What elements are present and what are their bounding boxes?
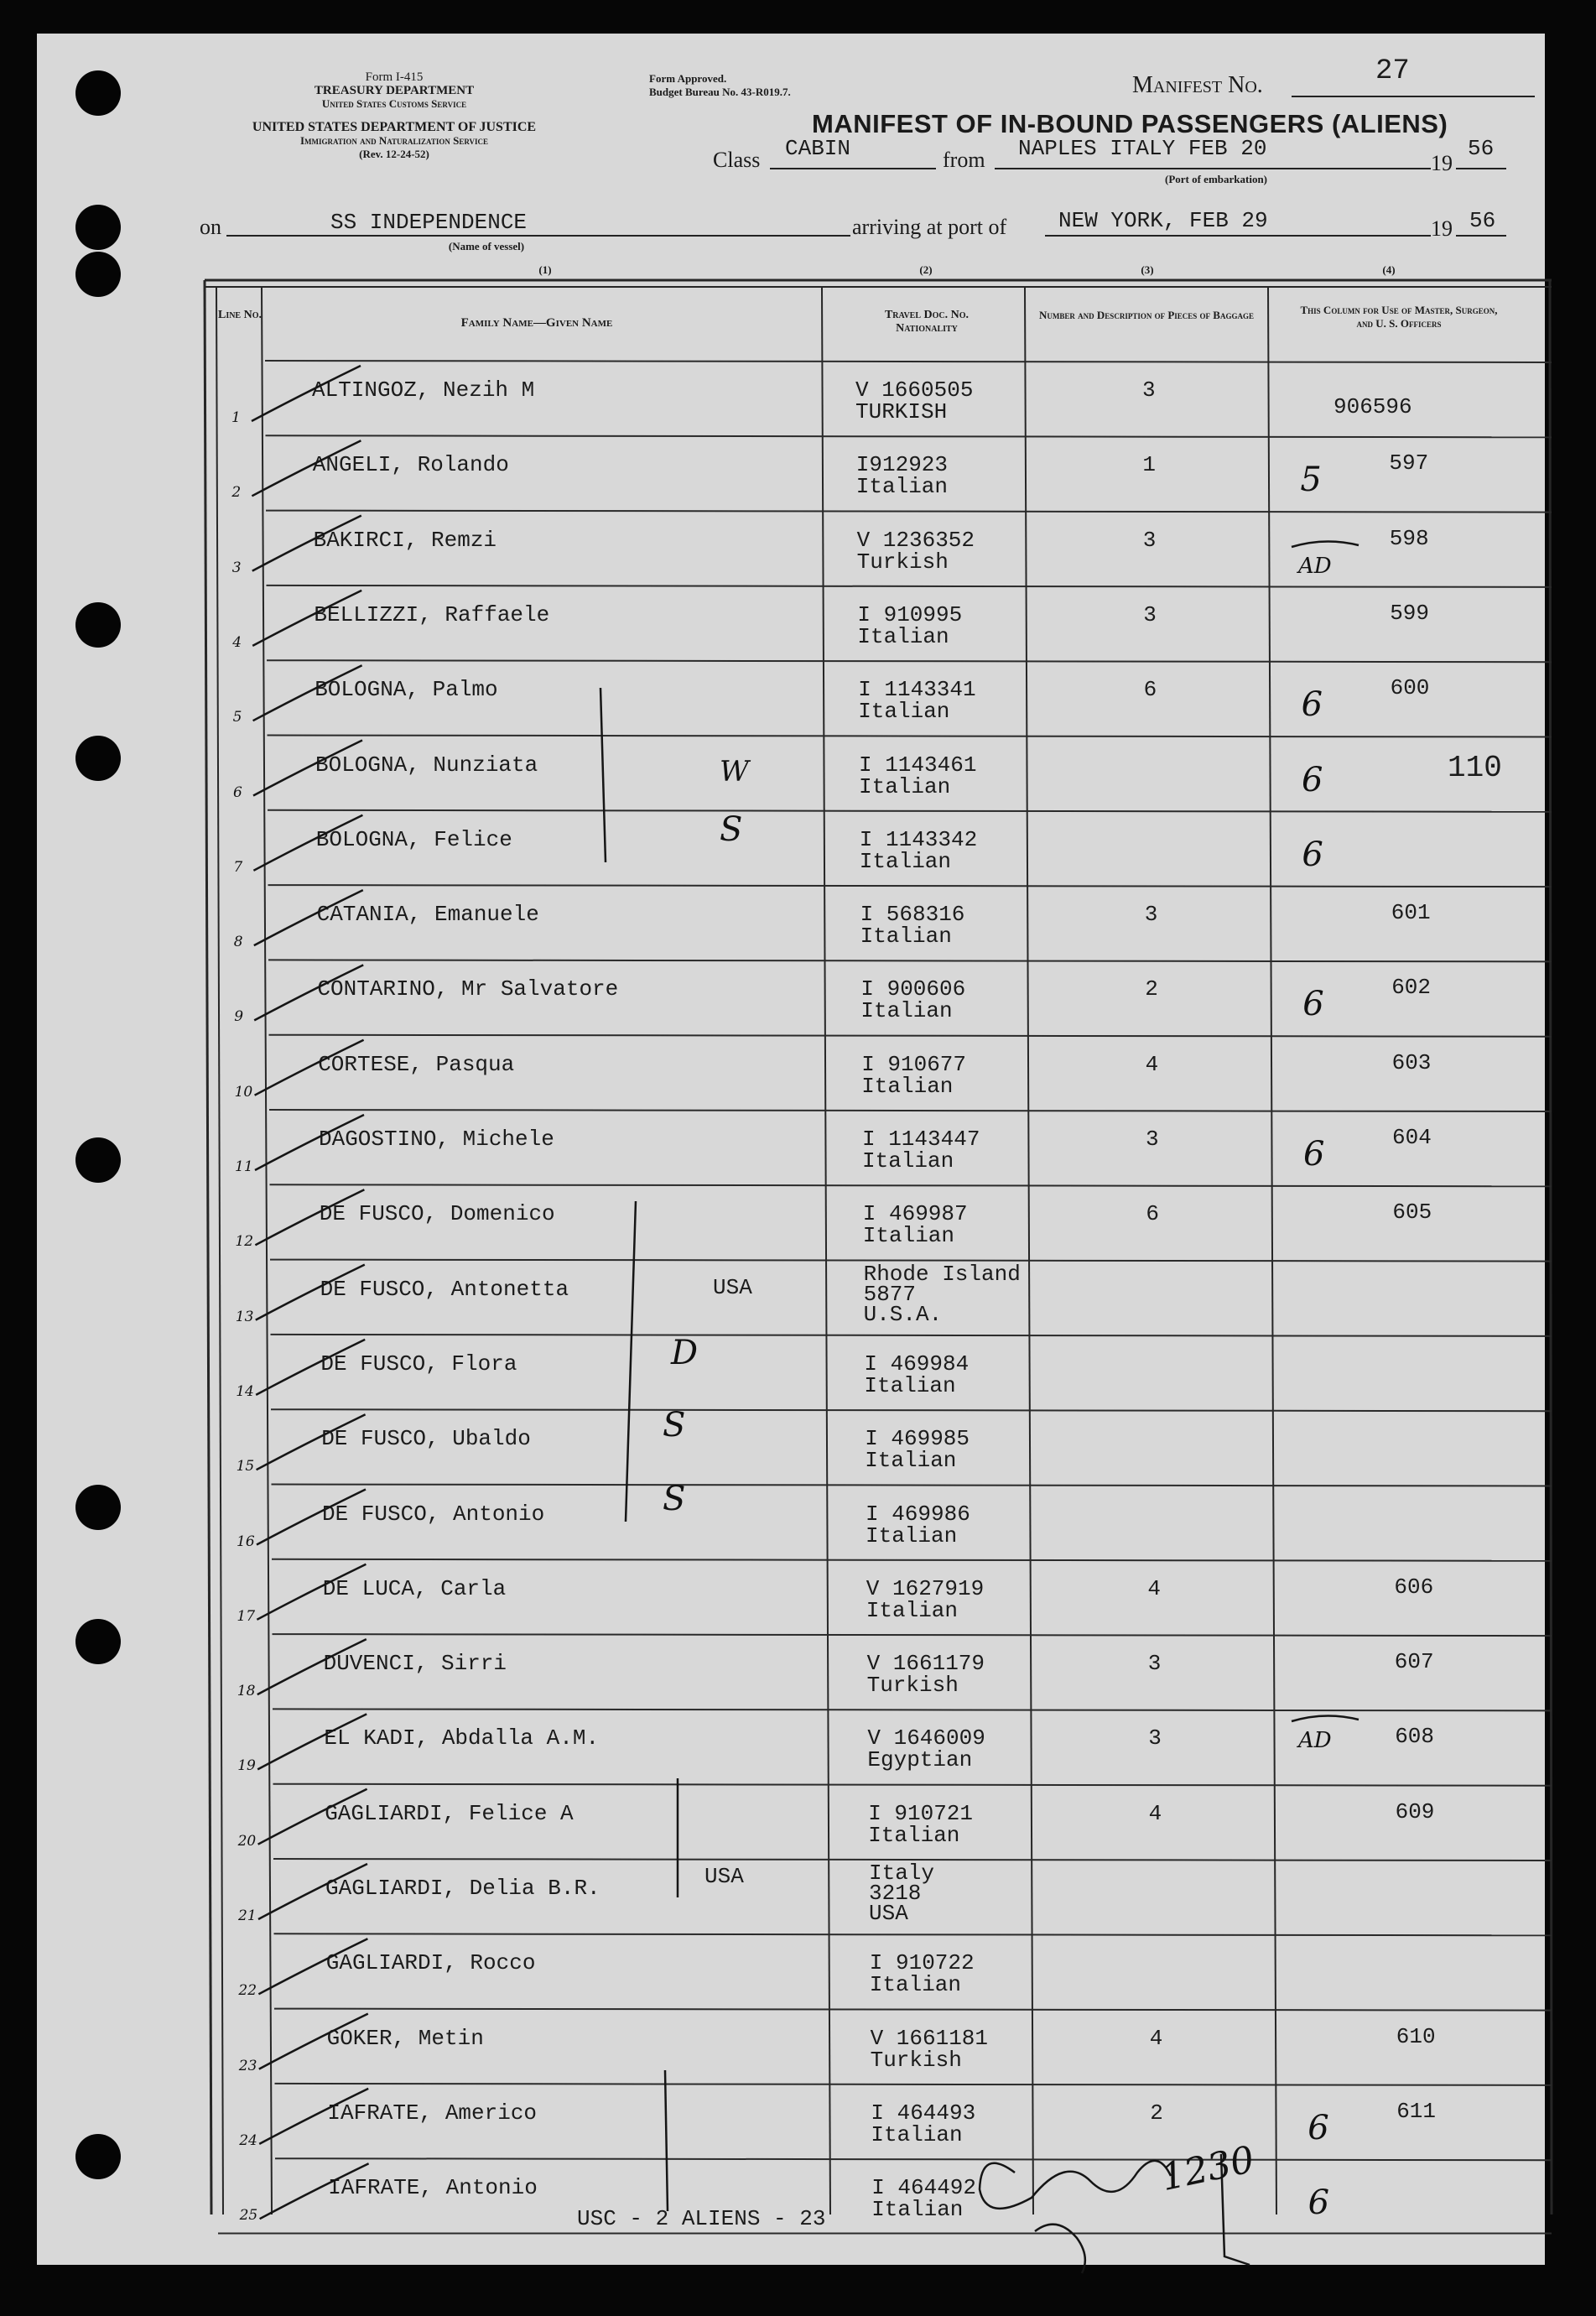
check-mark	[258, 1939, 367, 1994]
year-prefix: 19	[1431, 151, 1453, 175]
manifest-number: 27	[1375, 55, 1410, 87]
line-number: 25	[239, 2207, 258, 2225]
annotation-usa: USA	[713, 1275, 752, 1300]
check-mark	[252, 440, 361, 496]
year2-value: 56	[1469, 208, 1496, 233]
passenger-name: DUVENCI, Sirri	[323, 1651, 507, 1677]
annotation-usa: USA	[704, 1864, 744, 1889]
passenger-name: BOLOGNA, Nunziata	[315, 752, 538, 778]
baggage-count: 1	[1142, 452, 1156, 478]
nationality: Italian	[871, 2121, 963, 2147]
travel-doc-number: Rhode Island	[863, 1261, 1021, 1287]
travel-doc-number: V 1646009	[867, 1725, 985, 1751]
officer-mark: 6	[1307, 2108, 1329, 2147]
arrival-port-date: NEW YORK, FEB 29	[1058, 208, 1268, 233]
baggage-count: 3	[1146, 1127, 1159, 1152]
nationality: 5877	[863, 1281, 917, 1307]
nationality: Italian	[866, 1597, 959, 1623]
travel-doc-number: V 1236352	[856, 527, 975, 553]
line-number: 11	[235, 1158, 253, 1175]
officer-number: 601	[1391, 900, 1431, 926]
check-mark	[260, 2163, 369, 2219]
officer-mark: 5	[1300, 461, 1322, 500]
travel-doc-number: I 1143341	[858, 677, 976, 703]
baggage-count: 3	[1147, 1651, 1162, 1677]
passenger-name: BOLOGNA, Palmo	[315, 677, 498, 703]
travel-doc-number: I 469985	[865, 1426, 970, 1452]
passenger-name: BELLIZZI, Raffaele	[314, 601, 550, 627]
check-mark	[257, 1714, 367, 1769]
nationality: Italian	[866, 1522, 958, 1548]
check-mark	[257, 1639, 367, 1694]
nationality: Egyptian	[867, 1747, 973, 1773]
strike-row3	[1292, 541, 1359, 547]
baggage-count: 2	[1145, 976, 1158, 1002]
nationality: Italian	[858, 699, 950, 725]
baggage-count: 3	[1143, 601, 1157, 627]
nationality: Italian	[865, 1448, 957, 1474]
nationality-line2: U.S.A.	[863, 1301, 943, 1327]
from-value: NAPLES ITALY FEB 20	[1018, 136, 1267, 161]
officer-mark: 6	[1302, 985, 1324, 1024]
officer-mark: 6	[1303, 1135, 1325, 1174]
check-mark	[257, 1490, 366, 1545]
officer-number: 600	[1390, 675, 1430, 701]
annotation-s: S	[720, 810, 743, 849]
travel-doc-number: I912923	[855, 452, 949, 478]
baggage-count: 4	[1145, 1051, 1159, 1077]
travel-doc-number: I 910995	[857, 601, 963, 627]
crossed-annotation: AD	[1298, 1728, 1332, 1753]
officer-number: 607	[1394, 1649, 1434, 1675]
footer-count: USC - 2 ALIENS - 23	[577, 2206, 826, 2231]
department-of-justice: UNITED STATES DEPARTMENT OF JUSTICE	[252, 120, 537, 134]
line-number: 20	[237, 1832, 257, 1850]
nationality: Italian	[861, 1073, 954, 1099]
passenger-name: IAFRATE, Americo	[327, 2100, 538, 2126]
bracket-defusco	[626, 1201, 636, 1522]
officer-number: 599	[1390, 600, 1429, 626]
passenger-name: GAGLIARDI, Rocco	[325, 1950, 536, 1976]
nationality: TURKISH	[855, 399, 948, 424]
travel-doc-number: I 469984	[864, 1351, 970, 1377]
line-number: 7	[233, 858, 243, 876]
annotation-s: S	[663, 1480, 686, 1518]
officer-number: 608	[1395, 1724, 1434, 1750]
check-mark	[254, 965, 363, 1020]
baggage-count: 3	[1148, 1725, 1162, 1751]
year-value: 56	[1468, 136, 1495, 161]
check-mark	[259, 2089, 368, 2144]
annotation-d: D	[671, 1334, 699, 1372]
travel-doc-number: I 464492	[871, 2175, 977, 2201]
nationality: Italian	[855, 474, 949, 500]
revision-date: (Rev. 12-24-52)	[359, 148, 429, 160]
line-number: 2	[231, 484, 242, 502]
travel-doc-number: I 1143461	[859, 752, 977, 778]
passenger-name: CATANIA, Emanuele	[316, 902, 539, 928]
officer-mark: 6	[1302, 835, 1323, 874]
passenger-name: BAKIRCI, Remzi	[313, 527, 497, 553]
line-number: 18	[237, 1683, 256, 1700]
officer-mark: 6	[1301, 685, 1323, 725]
passenger-name: BOLOGNA, Felice	[315, 826, 512, 852]
vessel-caption: (Name of vessel)	[448, 240, 525, 252]
passenger-name: IAFRATE, Antonio	[328, 2175, 538, 2201]
check-mark	[256, 1265, 365, 1320]
check-mark	[252, 516, 361, 571]
officer-number: 598	[1389, 525, 1429, 551]
baggage-count: 6	[1143, 677, 1157, 703]
column-number-3: (3)	[1141, 263, 1154, 276]
travel-doc-number: V 1627919	[866, 1575, 985, 1601]
nationality: Italian	[857, 623, 949, 649]
baggage-count: 3	[1142, 527, 1157, 553]
arriving-label: arriving at port of	[852, 215, 1007, 239]
bracket-bologna	[600, 688, 606, 862]
passenger-name: DE FUSCO, Domenico	[319, 1201, 555, 1227]
officer-number: 110	[1448, 750, 1502, 785]
handwritten-number: 1230	[1157, 2137, 1259, 2200]
travel-doc-number: I 464493	[871, 2100, 976, 2126]
budget-bureau: Budget Bureau No. 43-R019.7.	[649, 86, 791, 98]
check-mark	[258, 1864, 367, 1919]
year2-prefix: 19	[1431, 216, 1453, 241]
column-number-4: (4)	[1382, 263, 1396, 276]
nationality: Italian	[864, 1372, 956, 1398]
column-header-name: Family Name—Given Name	[460, 316, 613, 330]
check-mark	[257, 1564, 366, 1620]
travel-doc-number: I 900606	[860, 976, 966, 1002]
check-mark	[253, 665, 362, 721]
annotation-w: W	[720, 755, 749, 788]
signature-stroke	[1035, 2225, 1085, 2273]
travel-doc-number: Italy	[869, 1861, 935, 1886]
check-mark	[257, 1414, 366, 1470]
vessel-name: SS INDEPENDENCE	[330, 210, 528, 235]
line-number: 15	[236, 1458, 255, 1475]
baggage-count: 4	[1149, 2025, 1163, 2051]
check-mark	[255, 1115, 364, 1170]
form-approved: Form Approved.	[649, 72, 727, 85]
customs-service: United States Customs Service	[321, 97, 467, 110]
line-number: 10	[234, 1083, 253, 1101]
nationality: Turkish	[866, 1673, 959, 1699]
line-number: 9	[234, 1008, 244, 1026]
travel-doc-number: V 1661181	[870, 2025, 989, 2051]
treasury-department: TREASURY DEPARTMENT	[314, 84, 475, 97]
check-mark	[254, 890, 363, 945]
line-number: 19	[237, 1757, 256, 1775]
baggage-count: 4	[1147, 1575, 1161, 1601]
officer-number: 603	[1391, 1049, 1432, 1075]
line-number: 17	[237, 1607, 256, 1625]
line-number: 21	[238, 1907, 257, 1924]
nationality: Italian	[862, 1148, 954, 1174]
class-label: Class	[713, 148, 761, 172]
line-number: 24	[239, 2131, 257, 2149]
form-number: Form I-415	[365, 70, 424, 84]
passenger-name: DE LUCA, Carla	[322, 1575, 507, 1601]
column-header-baggage: Number and Description of Pieces of Baggage	[1039, 309, 1254, 321]
check-mark	[256, 1340, 365, 1395]
nationality: Italian	[869, 1972, 962, 1998]
officer-number: 611	[1396, 2098, 1436, 2124]
check-mark	[258, 1789, 367, 1845]
annotation-s: S	[663, 1406, 686, 1444]
line-number: 12	[235, 1233, 254, 1251]
check-mark	[253, 815, 362, 871]
officer-number: 609	[1395, 1798, 1435, 1824]
baggage-count: 4	[1148, 1800, 1162, 1826]
line-number: 4	[232, 633, 242, 651]
line-number: 13	[235, 1308, 254, 1325]
baggage-count: 6	[1146, 1201, 1159, 1227]
nationality: Italian	[860, 924, 952, 950]
line-number: 22	[238, 1982, 257, 2000]
line-number: 16	[237, 1533, 255, 1550]
check-mark	[252, 591, 361, 646]
line-number: 6	[233, 783, 242, 801]
check-mark	[252, 366, 361, 421]
travel-doc-number: I 469986	[866, 1501, 970, 1527]
officer-number: 604	[1392, 1125, 1432, 1150]
travel-doc-number: I 568316	[860, 902, 965, 928]
strike-row19	[1292, 1715, 1359, 1721]
officer-number: 906596	[1333, 394, 1412, 419]
column-header-officers: This Column for Use of Master, Surgeon, and U. S. Officers	[1300, 304, 1498, 330]
crossed-annotation: AD	[1298, 554, 1332, 579]
passenger-name: DE FUSCO, Antonio	[322, 1501, 545, 1527]
nationality: Turkish	[870, 2047, 962, 2073]
officer-number: 606	[1394, 1574, 1434, 1600]
travel-doc-number: I 910677	[861, 1051, 967, 1077]
nationality: Italian	[871, 2197, 964, 2223]
line-number: 1	[231, 409, 241, 426]
class-value: CABIN	[785, 136, 851, 161]
line-number: 3	[231, 559, 242, 576]
check-mark	[255, 1189, 364, 1245]
nationality: Italian	[859, 773, 951, 799]
travel-doc-number: I 1143342	[859, 826, 978, 852]
line-number: 14	[236, 1382, 254, 1400]
check-mark	[259, 2014, 368, 2069]
nationality: Italian	[868, 1822, 960, 1848]
passenger-name: DAGOSTINO, Michele	[319, 1127, 554, 1152]
passenger-name: DE FUSCO, Flora	[320, 1351, 517, 1377]
bracket-iafrate	[665, 2070, 668, 2211]
travel-doc-number: V 1660505	[855, 377, 974, 403]
officer-number: 610	[1396, 2023, 1436, 2049]
check-mark	[255, 1040, 364, 1096]
officer-mark: 6	[1307, 2183, 1330, 2223]
baggage-count: 3	[1144, 902, 1158, 928]
passenger-name: ALTINGOZ, Nezih M	[312, 377, 535, 403]
nationality: Turkish	[856, 549, 949, 575]
travel-doc-number: I 469987	[862, 1201, 968, 1227]
officer-number: 597	[1389, 450, 1429, 476]
nationality: Italian	[860, 998, 953, 1024]
travel-doc-number: V 1661179	[866, 1651, 985, 1677]
column-number-2: (2)	[919, 263, 933, 276]
from-label: from	[943, 148, 985, 172]
passenger-name: CORTESE, Pasqua	[318, 1051, 515, 1077]
column-header-travel-doc: Travel Doc. No. Nationality	[884, 309, 970, 335]
passenger-name: EL KADI, Abdalla A.M.	[324, 1725, 600, 1751]
column-header-line-no: Line No.	[217, 309, 262, 321]
travel-doc-number: I 910721	[868, 1800, 974, 1826]
nationality: Italian	[862, 1223, 955, 1249]
baggage-count: 2	[1150, 2100, 1163, 2126]
line-number: 5	[232, 709, 242, 726]
passenger-name: GAGLIARDI, Delia B.R.	[325, 1876, 600, 1901]
line-number: 8	[233, 934, 243, 951]
officer-mark: 6	[1302, 760, 1323, 799]
passenger-name: CONTARINO, Mr Salvatore	[317, 976, 619, 1002]
officer-number: 602	[1391, 975, 1431, 1001]
passenger-name: GOKER, Metin	[326, 2025, 484, 2051]
nationality: 3218	[869, 1881, 922, 1906]
immigration-service: Immigration and Naturalization Service	[299, 134, 489, 147]
manifest-label: Manifest No.	[1132, 72, 1263, 98]
nationality-line2: USA	[869, 1901, 908, 1926]
travel-doc-number: I 1143447	[862, 1127, 980, 1152]
manifest-title: MANIFEST OF IN-BOUND PASSENGERS (ALIENS)	[812, 109, 1448, 138]
passenger-name: DE FUSCO, Antonetta	[320, 1276, 569, 1302]
passenger-name: DE FUSCO, Ubaldo	[321, 1426, 531, 1452]
passenger-name: ANGELI, Rolando	[312, 452, 509, 478]
check-mark	[253, 741, 362, 796]
line-number: 23	[238, 2057, 257, 2074]
signature-stroke	[980, 2161, 1171, 2209]
baggage-count: 3	[1142, 377, 1156, 403]
on-label: on	[200, 215, 221, 239]
nationality: Italian	[859, 848, 952, 874]
passenger-name: GAGLIARDI, Felice A	[325, 1800, 574, 1826]
port-caption: (Port of embarkation)	[1164, 173, 1268, 185]
travel-doc-number: I 910722	[869, 1950, 975, 1976]
officer-number: 605	[1392, 1200, 1432, 1226]
column-number-1: (1)	[538, 263, 552, 276]
